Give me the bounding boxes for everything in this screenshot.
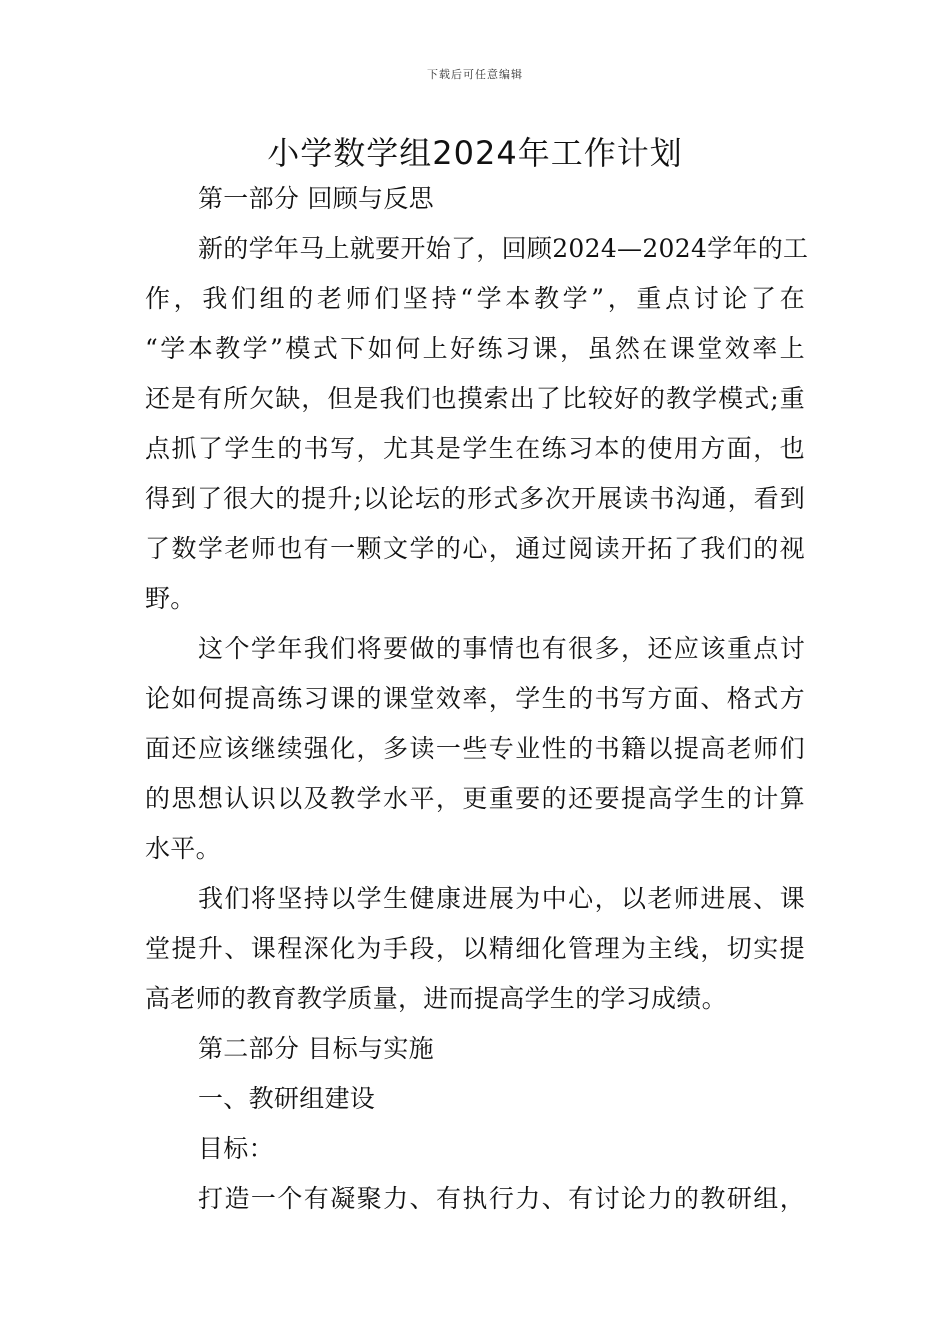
paragraph-line: 面还应该继续强化，多读一些专业性的书籍以提高老师们 (145, 734, 805, 763)
paragraph-line: “学本教学”模式下如何上好练习课，虽然在课堂效率上 (145, 334, 805, 363)
subsection-heading: 一、教研组建设 (198, 1084, 376, 1113)
paragraph-line: 这个学年我们将要做的事情也有很多，还应该重点讨 (198, 634, 805, 663)
paragraph-line: 新的学年马上就要开始了，回顾2024—2024学年的工 (198, 234, 809, 263)
header-note: 下载后可任意编辑 (427, 68, 523, 81)
paragraph-line: 还是有所欠缺，但是我们也摸索出了比较好的教学模式;重 (145, 384, 805, 413)
paragraph-line: 的思想认识以及教学水平，更重要的还要提高学生的计算 (145, 784, 805, 813)
paragraph-line: 打造一个有凝聚力、有执行力、有讨论力的教研组， (198, 1184, 805, 1213)
document-title: 小学数学组2024年工作计划 (267, 134, 683, 172)
paragraph-line: 堂提升、课程深化为手段，以精细化管理为主线，切实提 (145, 934, 805, 963)
paragraph-line: 论如何提高练习课的课堂效率，学生的书写方面、格式方 (145, 684, 805, 713)
paragraph-line: 点抓了学生的书写，尤其是学生在练习本的使用方面，也 (145, 434, 805, 463)
paragraph-line: 水平。 (145, 834, 221, 863)
paragraph-line: 得到了很大的提升;以论坛的形式多次开展读书沟通，看到 (145, 484, 805, 513)
paragraph-line: 了数学老师也有一颗文学的心，通过阅读开拓了我们的视 (145, 534, 805, 563)
paragraph-line: 高老师的教育教学质量，进而提高学生的学习成绩。 (145, 984, 727, 1013)
goal-label: 目标： (198, 1134, 274, 1163)
paragraph-line: 我们将坚持以学生健康进展为中心，以老师进展、课 (198, 884, 805, 913)
section-heading-1: 第一部分 回顾与反思 (198, 184, 434, 213)
paragraph-line: 野。 (145, 584, 196, 613)
paragraph-line: 作，我们组的老师们坚持“学本教学”，重点讨论了在 (145, 284, 805, 313)
section-heading-2: 第二部分 目标与实施 (198, 1034, 434, 1063)
